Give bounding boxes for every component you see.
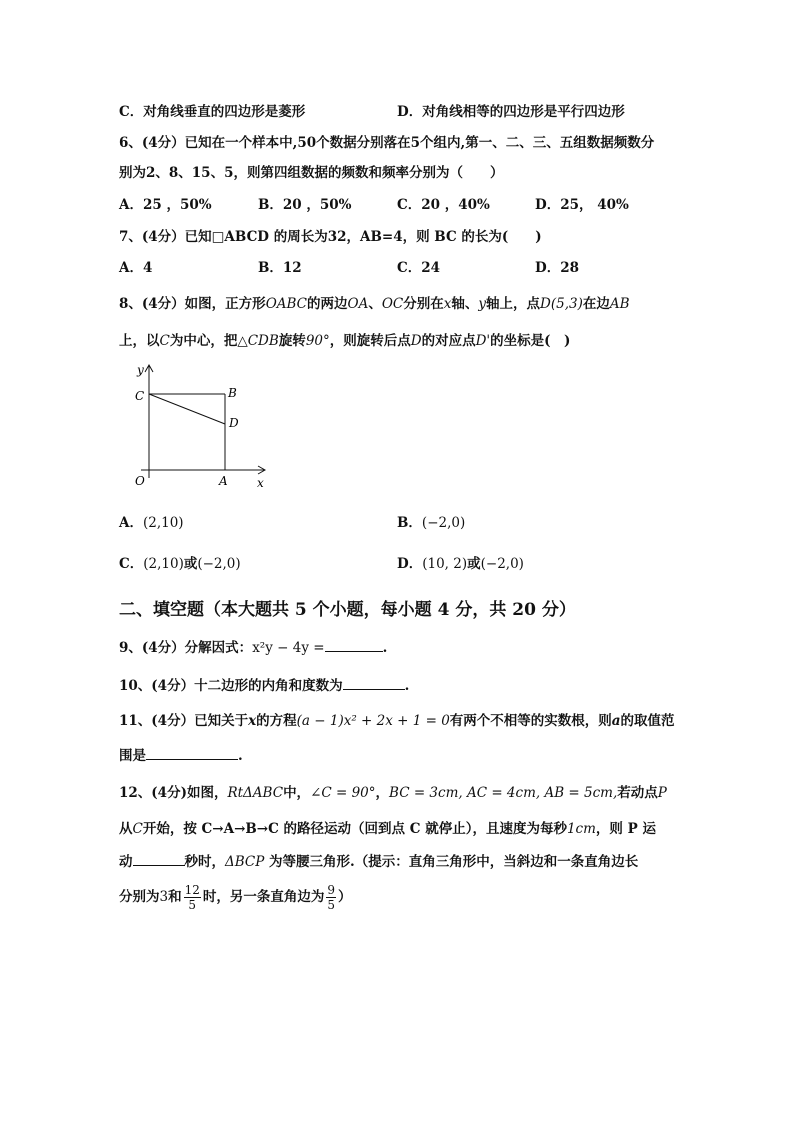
q12-math: 1cm bbox=[566, 821, 596, 837]
q8-math: OC bbox=[381, 296, 404, 312]
q8-text: 旋转 bbox=[278, 333, 306, 349]
q7-option-b[interactable]: B．12 bbox=[258, 260, 302, 276]
fraction-denominator: 5 bbox=[327, 898, 336, 912]
label-y: y bbox=[137, 363, 144, 377]
q8-option-b-value: (−2,0) bbox=[421, 515, 466, 531]
q5-option-d[interactable]: D．对角线相等的四边形是平行四边形 bbox=[397, 104, 625, 120]
q12-text: ，则 P 运 bbox=[595, 821, 656, 837]
q12-math: RtΔABC bbox=[227, 785, 284, 801]
label-o: O bbox=[135, 474, 145, 488]
q7-option-d[interactable]: D．28 bbox=[535, 260, 579, 276]
q10-text: 10、(4分）十二边形的内角和度数为 bbox=[119, 678, 343, 694]
q6-stem-line2: 别为2、8、15、5，则第四组数据的频数和频率分别为（ ） bbox=[119, 165, 504, 181]
q8-math: C bbox=[159, 333, 170, 349]
q8-math: D bbox=[410, 333, 422, 349]
q12-text: 12、(4分)如图， bbox=[119, 785, 228, 801]
q12-math: C bbox=[132, 821, 143, 837]
q8-option-d[interactable] bbox=[397, 554, 524, 574]
section-2-title: 二、填空题（本大题共 5 个小题，每小题 4 分，共 20 分） bbox=[119, 600, 576, 620]
q7-option-a[interactable]: A．4 bbox=[119, 260, 153, 276]
q8-stem-line1 bbox=[119, 294, 630, 314]
q8-text: ，则旋转后点 bbox=[329, 333, 411, 349]
q8-option-c-label: C． bbox=[119, 556, 144, 572]
q9-end: . bbox=[382, 640, 388, 656]
q8-square-figure bbox=[125, 360, 275, 490]
q8-text: 分别在 bbox=[403, 296, 444, 312]
q8-option-a[interactable] bbox=[119, 513, 184, 533]
fraction-denominator: 5 bbox=[188, 898, 197, 912]
q11-stem-line2 bbox=[119, 745, 243, 766]
fraction-numerator: 12 bbox=[184, 883, 200, 897]
q8-text: 8、(4分）如图，正方形 bbox=[119, 296, 266, 312]
q8-math: OA bbox=[347, 296, 369, 312]
q8-option-c-value: (−2,0) bbox=[197, 556, 241, 572]
q8-text: 的坐标是( ) bbox=[490, 333, 571, 349]
q12-text: 动 bbox=[119, 854, 133, 870]
q11-math: x bbox=[248, 713, 257, 729]
q10-stem bbox=[119, 675, 409, 696]
q12-text: 从 bbox=[119, 821, 133, 837]
q6-option-d[interactable]: D．25， 40% bbox=[535, 197, 629, 213]
q8-option-a-label: A． bbox=[119, 515, 143, 531]
q12-text: 和 bbox=[168, 889, 182, 905]
q12-math: BC = 3cm, AC = 4cm, AB = 5cm, bbox=[389, 785, 618, 801]
label-a: A bbox=[219, 474, 228, 488]
fraction-9-5 bbox=[326, 883, 336, 912]
label-x: x bbox=[257, 476, 264, 490]
q7-stem: 7、(4分）已知□ABCD 的周长为32，AB=4，则 BC 的长为( ) bbox=[119, 229, 542, 245]
label-b: B bbox=[228, 386, 237, 400]
q8-option-c-or: 或 bbox=[183, 556, 198, 572]
q11-equation: (a − 1)x² + 2x + 1 = 0 bbox=[296, 713, 450, 729]
q12-text: 秒时， bbox=[184, 854, 225, 870]
q12-math: P bbox=[657, 785, 667, 801]
q8-stem-line2 bbox=[119, 331, 570, 351]
q5-option-c[interactable]: C．对角线垂直的四边形是菱形 bbox=[119, 104, 306, 120]
fraction-numerator: 9 bbox=[327, 883, 336, 897]
q8-text: 上，以 bbox=[119, 333, 160, 349]
q12-text: ， bbox=[375, 785, 390, 801]
q8-math: D(5,3) bbox=[540, 296, 583, 312]
q12-math: ∠C = 90° bbox=[310, 785, 376, 801]
q8-math: x bbox=[443, 296, 452, 312]
q8-option-c-value: (2,10) bbox=[143, 556, 184, 572]
q11-answer-blank[interactable] bbox=[146, 745, 238, 760]
q12-text: 分别为 bbox=[119, 889, 160, 905]
q12-text: 若动点 bbox=[617, 785, 658, 801]
q7-option-c[interactable]: C．24 bbox=[397, 260, 441, 276]
q8-text: 的两边 bbox=[307, 296, 348, 312]
q11-stem-line1 bbox=[119, 711, 675, 731]
q12-text: 开始，按 C→A→B→C 的路径运动（回到点 C 就停止），且速度为每秒 bbox=[142, 821, 567, 837]
q9-text: 9、(4分）分解因式： bbox=[119, 640, 253, 656]
fraction-12-5 bbox=[184, 883, 201, 912]
q8-math: D' bbox=[475, 333, 491, 349]
q6-stem-line1: 6、(4分）已知在一个样本中,50个数据分别落在5个组内,第一、二、三、五组数据频数分 bbox=[119, 135, 655, 151]
q6-option-b[interactable]: B．20 ，50% bbox=[258, 197, 352, 213]
q8-option-d-or: 或 bbox=[467, 556, 481, 572]
q8-text: 在边 bbox=[582, 296, 610, 312]
q12-stem-line4 bbox=[119, 880, 352, 914]
q8-option-d-value: (−2,0) bbox=[480, 556, 524, 572]
q12-stem-line1 bbox=[119, 783, 667, 803]
q8-option-b-label: B． bbox=[397, 515, 422, 531]
q8-math: OABC bbox=[265, 296, 308, 312]
q8-text: 轴、 bbox=[451, 296, 479, 312]
q9-stem bbox=[119, 637, 387, 658]
q11-text: 围是 bbox=[119, 748, 146, 764]
label-c: C bbox=[135, 389, 145, 403]
q8-math: y bbox=[478, 296, 487, 312]
q8-text: 为中心，把 bbox=[169, 333, 238, 349]
q11-text: 的方程 bbox=[256, 713, 297, 729]
q11-math: a bbox=[611, 713, 621, 729]
q9-answer-blank[interactable] bbox=[325, 637, 383, 652]
q8-option-c[interactable] bbox=[119, 554, 241, 574]
q8-option-d-label: D． bbox=[397, 556, 423, 572]
q6-option-c[interactable]: C．20 ，40% bbox=[397, 197, 490, 213]
q9-expression: x²y − 4y = bbox=[252, 640, 325, 656]
q12-answer-blank[interactable] bbox=[133, 851, 185, 866]
q11-text: 有两个不相等的实数根，则 bbox=[449, 713, 612, 729]
q10-end: . bbox=[404, 678, 410, 694]
q8-option-d-value: (10, 2) bbox=[422, 556, 468, 572]
q8-math: AB bbox=[609, 296, 630, 312]
label-d: D bbox=[229, 416, 239, 430]
q8-math: △CDB bbox=[237, 333, 279, 349]
q8-option-a-value: (2,10) bbox=[142, 515, 184, 531]
q12-text: 为等腰三角形.（提示：直角三角形中，当斜边和一条直角边长 bbox=[264, 854, 639, 870]
q12-text: 中， bbox=[283, 785, 311, 801]
q6-option-a[interactable]: A．25 ，50% bbox=[119, 197, 212, 213]
q12-text: ） bbox=[338, 889, 352, 905]
q12-stem-line2 bbox=[119, 819, 656, 839]
q12-text: 时，另一条直角边为 bbox=[202, 889, 325, 905]
q12-stem-line3 bbox=[119, 851, 638, 872]
q8-text: 的对应点 bbox=[421, 333, 476, 349]
q11-text: 的取值范 bbox=[620, 713, 675, 729]
segment-cd bbox=[149, 394, 225, 424]
q8-math: 90° bbox=[305, 333, 330, 349]
q11-text: 11、(4分）已知关于 bbox=[119, 713, 249, 729]
q12-math: 3 bbox=[159, 889, 169, 905]
q10-answer-blank[interactable] bbox=[343, 675, 405, 690]
q11-end: . bbox=[238, 748, 243, 764]
q8-text: 轴上，点 bbox=[486, 296, 541, 312]
q12-math: ΔBCP bbox=[225, 854, 265, 870]
q8-text: 、 bbox=[368, 296, 382, 312]
q8-option-b[interactable] bbox=[397, 513, 465, 533]
